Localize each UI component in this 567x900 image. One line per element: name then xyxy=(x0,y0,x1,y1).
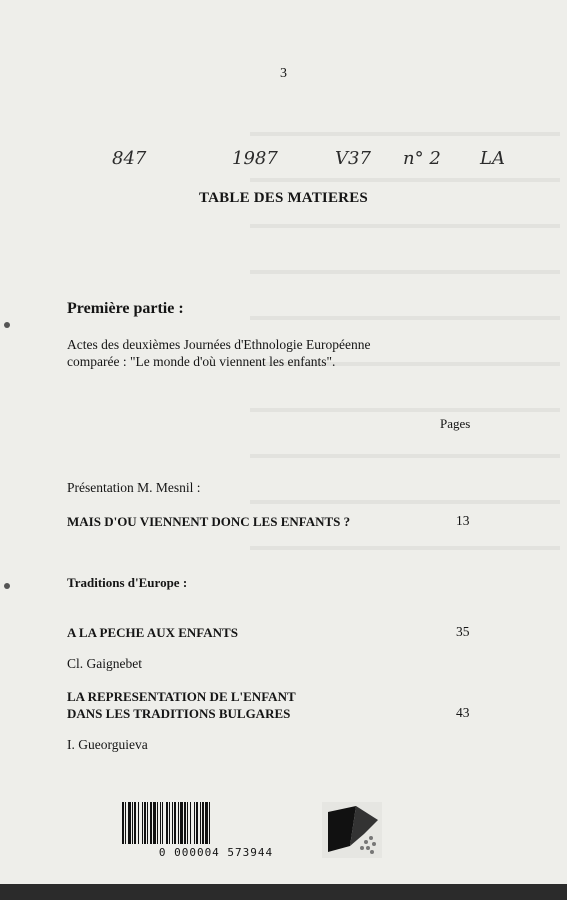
toc-entry-author: Cl. Gaignebet xyxy=(67,656,142,671)
handwritten-note: n° 2 xyxy=(403,148,441,169)
description-line: comparée : "Le monde d'où viennent les enfants". xyxy=(67,354,336,369)
binding-hole xyxy=(4,322,10,328)
page-number: 3 xyxy=(280,66,287,81)
toc-entry-title-line: LA REPRESENTATION DE L'ENFANT xyxy=(67,689,296,704)
toc-entry-page: 35 xyxy=(456,624,470,639)
toc-entry-page: 43 xyxy=(456,705,470,720)
toc-entry-author: I. Gueorguieva xyxy=(67,737,148,752)
toc-entry-page: 13 xyxy=(456,513,470,528)
barcode-bar xyxy=(210,802,212,844)
barcode-icon xyxy=(122,802,310,860)
pages-column-header: Pages xyxy=(440,416,471,431)
binding-hole xyxy=(4,583,10,589)
part-description xyxy=(67,336,370,370)
description-line: Actes des deuxièmes Journées d'Ethnologie Européenne xyxy=(67,337,371,352)
handwritten-note: 847 xyxy=(112,148,147,169)
presentation-label: Présentation M. Mesnil : xyxy=(67,480,201,495)
handwritten-note: V37 xyxy=(335,148,371,169)
barcode-bars xyxy=(122,802,310,844)
section-heading: Traditions d'Europe : xyxy=(67,575,188,590)
barcode-number: 0 000004 573944 xyxy=(158,846,274,859)
toc-entry-title xyxy=(67,688,296,722)
toc-entry-title: A LA PECHE AUX ENFANTS xyxy=(67,625,238,640)
toc-entry-title: MAIS D'OU VIENNENT DONC LES ENFANTS ? xyxy=(67,514,351,529)
handwritten-note: 1987 xyxy=(232,148,278,169)
scan-edge xyxy=(0,884,567,900)
page-title: TABLE DES MATIERES xyxy=(199,190,368,206)
handwritten-note: LA xyxy=(480,148,505,169)
part-heading: Première partie : xyxy=(67,300,184,317)
toc-entry-title-line: DANS LES TRADITIONS BULGARES xyxy=(67,706,291,721)
publisher-logo-icon xyxy=(322,802,382,858)
